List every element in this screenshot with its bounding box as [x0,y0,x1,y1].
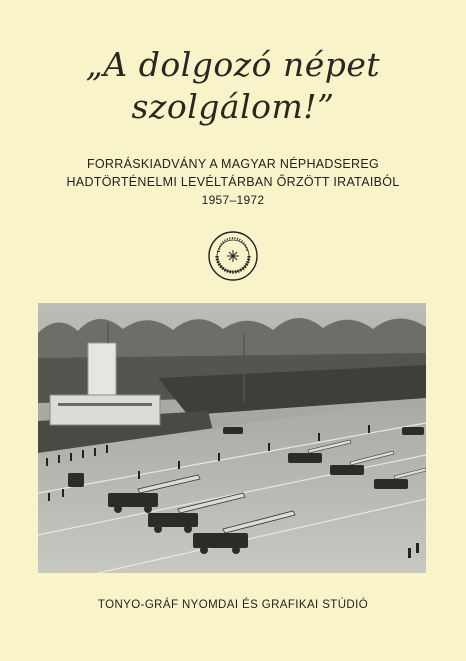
title-line-1: „A dolgozó népet [85,45,381,84]
parade-photo [38,303,426,573]
subtitle-years: 1957–1972 [201,193,265,207]
subtitle-line-1: FORRÁSKIADVÁNY A MAGYAR NÉPHADSEREG [86,157,380,171]
publisher-name: TONYO-GRÁF NYOMDAI ÉS GRAFIKAI STÚDIÓ [97,599,369,611]
title-line-2: szolgálom!” [131,87,335,126]
archive-seal-icon [207,230,259,282]
subtitle-line-2: HADTÖRTÉNELMI LEVÉLTÁRBAN ŐRZÖTT IRATAIBÓL [66,175,400,189]
